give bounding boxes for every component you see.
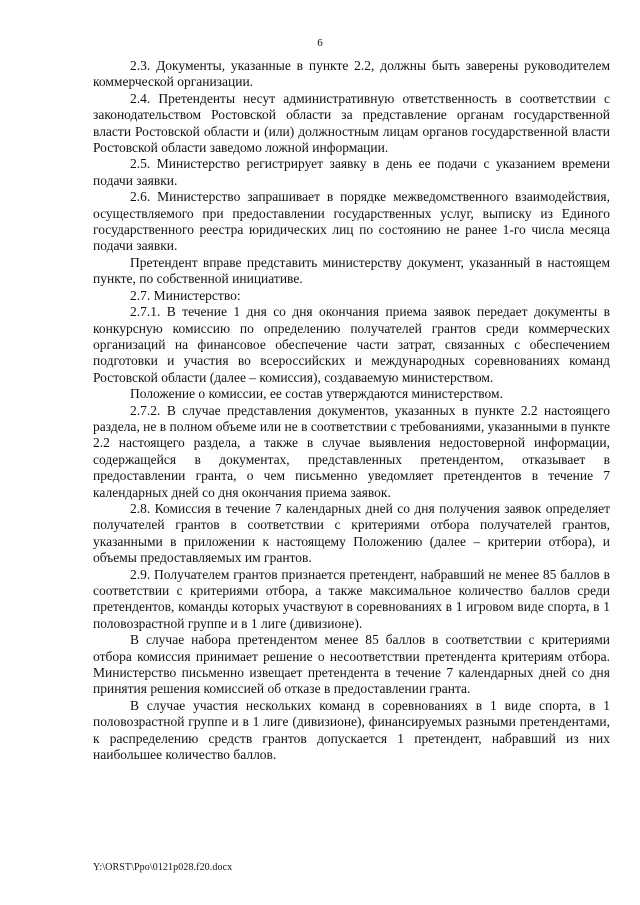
paragraph-2-9-below-threshold: В случае набора претендентом менее 85 баллов в соответствии с критериями отбора комиссия принимает решение о несоответствии претендента критериям отбора. Министерство письменно извещает претендента в течение 7 календарных дней со дня принятия решения комиссией об отказе в предоставлении гранта.: [93, 632, 610, 697]
paragraph-2-6: 2.6. Министерство запрашивает в порядке межведомственного взаимодействия, осуществляемого при предоставлении государственных услуг, выписку из Единого государственного реестра юридических лиц по состоянию не ранее 1-го числа месяца подачи заявки.: [93, 189, 610, 254]
paragraph-2-7: 2.7. Министерство:: [130, 287, 241, 303]
paragraph-2-9: 2.9. Получателем грантов признается претендент, набравший не менее 85 баллов в соответствии с критериями отбора, а также максимальное количество баллов среди претендентов, команды которых участвуют в соревнованиях в 1 игровом виде спорта, в 1 половозрастной группе и в 1 лиге (дивизионе).: [93, 566, 610, 631]
paragraph-2-3: 2.3. Документы, указанные в пункте 2.2, должны быть заверены руководителем коммерческой организации.: [93, 58, 610, 90]
paragraph-2-9-multiple-teams: В случае участия нескольких команд в соревнованиях в 1 виде спорта, в 1 половозрастной группе и в 1 лиге (дивизионе), финансируемых разными претендентами, к распределению средств грантов допускается 1 претендент, набравший из них наибольшее количество баллов.: [93, 697, 610, 763]
paragraph-2-7-2: 2.7.2. В случае представления документов, указанных в пункте 2.2 настоящего раздела, не в полном объеме или не в соответствии с требованиями, указанными в пункте 2.2 настоящего раздела, а также в случае выявления недостоверной информации, содержащейся в документах, представленных претендентом, отказывает в предоставлении гранта, о чем письменно уведомляет претендентов в течение 7 календарных дней со дня окончания приема заявок.: [93, 402, 610, 500]
paragraph-2-7-1: 2.7.1. В течение 1 дня со дня окончания приема заявок передает документы в конкурсную комиссию по определению получателей грантов среди коммерческих организаций на финансовое обеспечение части затрат, связанных с обеспечением подготовки и участия во всероссийских и международных соревнованиях команд Ростовской области (далее – комиссия), создаваемую министерством.: [93, 304, 610, 385]
document-body: [93, 58, 610, 763]
file-path-footer: Y:\ORST\Ppo\0121p028.f20.docx: [93, 862, 233, 873]
page-number: 6: [317, 37, 323, 49]
paragraph-2-7-1-commission: Положение о комиссии, ее состав утверждаются министерством.: [130, 386, 503, 402]
paragraph-2-4: 2.4. Претенденты несут административную ответственность в соответствии с законодательством Ростовской области за представление органам государственной власти Ростовской области и (или) должностным лицам органов государственной власти Ростовской области заведомо ложной информации.: [93, 90, 610, 156]
paragraph-2-5: 2.5. Министерство регистрирует заявку в день ее подачи с указанием времени подачи заявки.: [93, 156, 610, 188]
paragraph-2-8: 2.8. Комиссия в течение 7 календарных дней со дня получения заявок определяет получателей грантов в соответствии с критериями отбора получателей грантов, указанными в приложении к настоящему Положению (далее – критерии отбора), и объемы предоставляемых им грантов.: [93, 500, 610, 566]
paragraph-2-6-applicant: Претендент вправе представить министерству документ, указанный в настоящем пункте, по собственной инициативе.: [93, 254, 610, 287]
